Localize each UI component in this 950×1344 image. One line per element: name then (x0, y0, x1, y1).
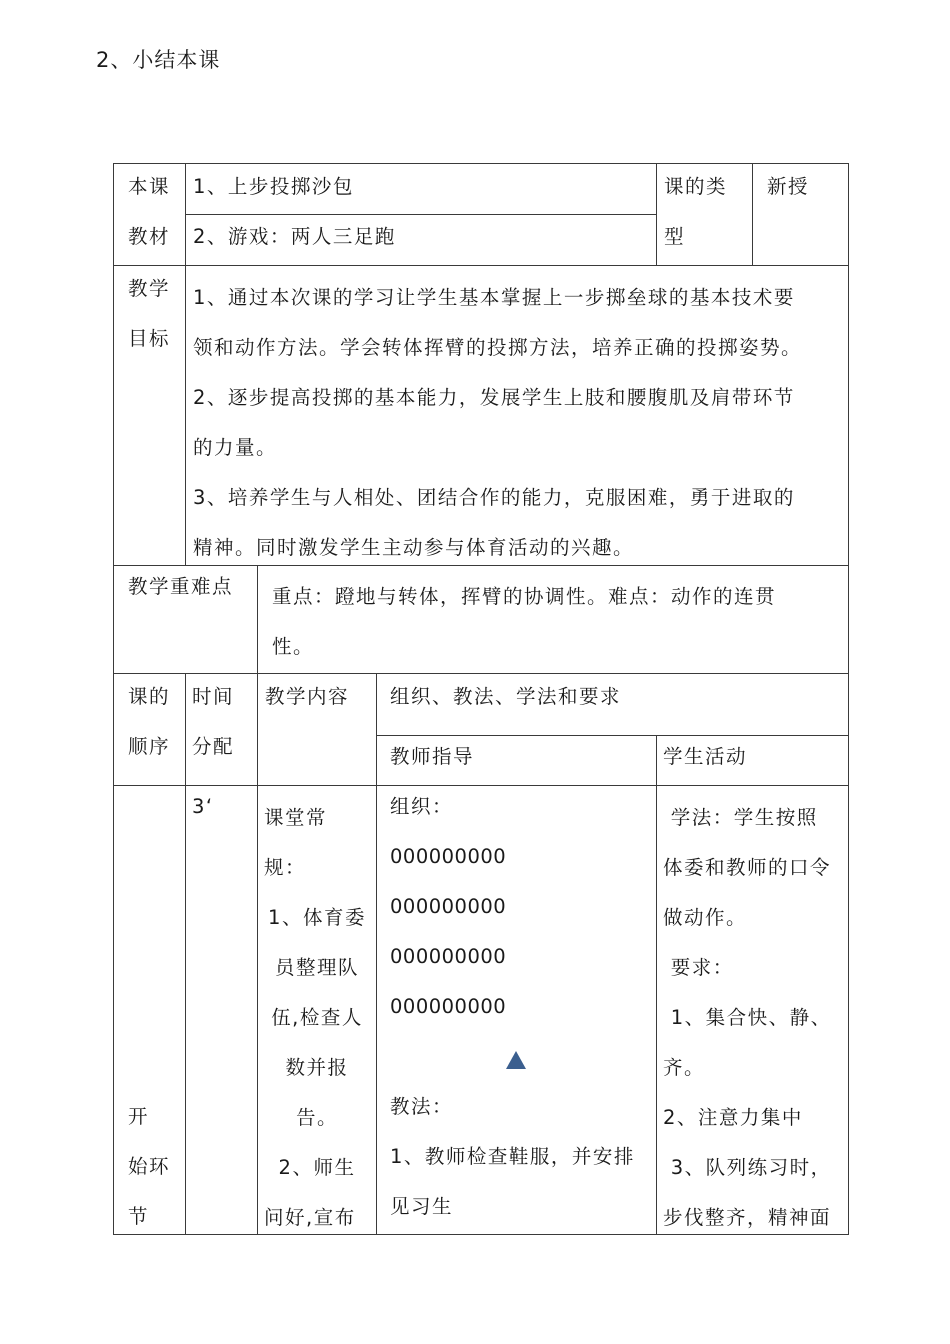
header-organization: 组织、教法、学法和要求 (390, 685, 622, 708)
table-border-right (848, 163, 849, 1235)
key-points-text: 重点：蹬地与转体，挥臂的协调性。难点：动作的连贯 性。 (272, 585, 777, 658)
teacher-guidance: 组织： 000000000 000000000 000000000 000000000 教法： 1、教师检查鞋服，并安排 见习生 (390, 795, 635, 1218)
header-content: 教学内容 (265, 685, 350, 708)
table-divider (656, 163, 657, 265)
materials-label: 本课 教材 (128, 175, 171, 248)
table-border-left (113, 163, 114, 1235)
goals-label: 教学 目标 (128, 277, 171, 350)
material-item-2: 2、游戏：两人三足跑 (193, 225, 396, 248)
lesson-type-label: 课的类 型 (664, 175, 728, 248)
table-divider (113, 265, 849, 266)
header-teacher: 教师指导 (390, 745, 475, 768)
triangle-marker-icon (506, 1051, 526, 1069)
stage-time: 3‘ (192, 795, 214, 818)
student-activity: 学法：学生按照 体委和教师的口令 做动作。 要求： 1、集合快、静、 齐。 2、注意力集中 3、队列练习时， 步伐整齐，精神面 (663, 806, 832, 1229)
stage-label: 开 始环 节 (128, 1105, 171, 1228)
stage-content: 课堂常 规： 1、体育委 员整理队 伍,检查人 数并报 告。 2、师生 问好,宣布 (264, 806, 366, 1229)
goals-text: 1、通过本次课的学习让学生基本掌握上一步掷垒球的基本技术要 领和动作方法。学会转体挥臂的投掷方法，培养正确的投掷姿势。 2、逐步提高投掷的基本能力，发展学生上肢和腰腹肌及肩带环节 的力量。 3、培养学生与人相处、团结合作的能力，克服困难，勇于进取的 精神。同时激发学生主动参与体育活动的兴趣。 (193, 286, 803, 559)
header-order: 课的 顺序 (128, 685, 171, 758)
key-points-label: 教学重难点 (128, 575, 234, 598)
material-item-1: 1、上步投掷沙包 (193, 175, 354, 198)
page-heading: 2、小结本课 (96, 48, 221, 72)
header-student: 学生活动 (663, 745, 748, 768)
table-divider (376, 673, 377, 1235)
table-divider (656, 735, 657, 1235)
lesson-type-value: 新授 (767, 175, 810, 198)
table-divider (752, 163, 753, 265)
header-time: 时间 分配 (192, 685, 235, 758)
table-divider (185, 163, 186, 566)
table-divider (185, 673, 186, 1235)
